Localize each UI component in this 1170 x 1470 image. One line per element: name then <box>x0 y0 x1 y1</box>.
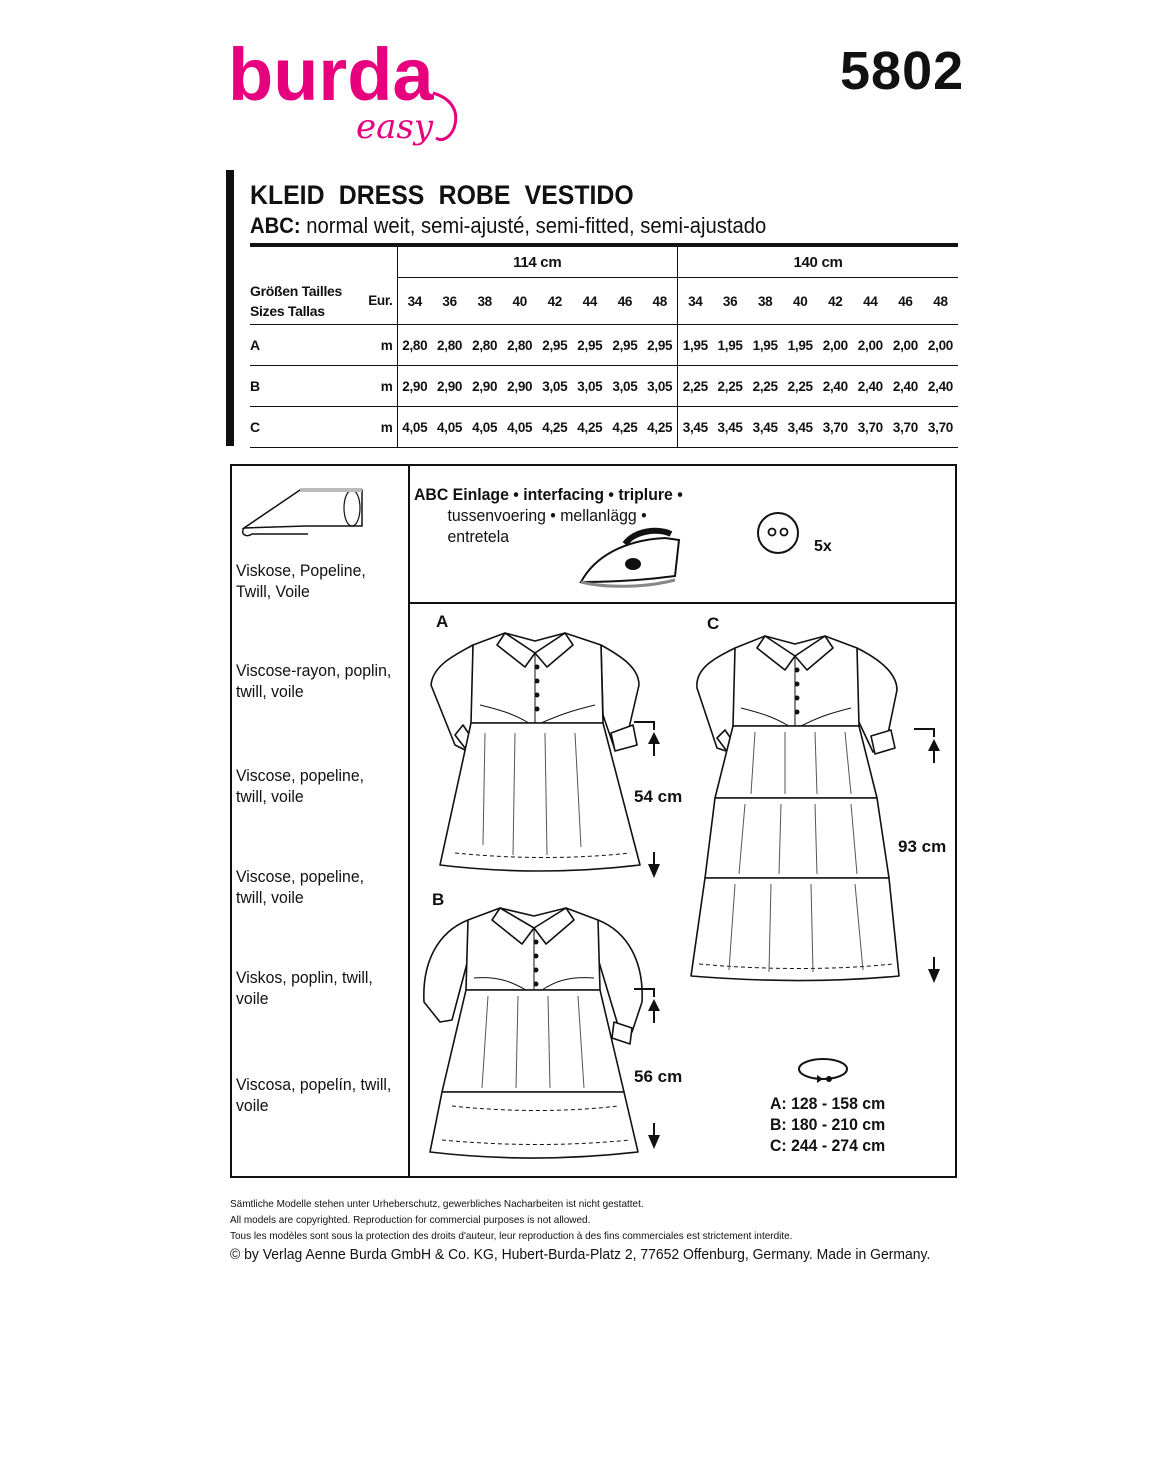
waist-tie-a: A: 128 - 158 cm <box>770 1094 886 1113</box>
fabric-roll-icon <box>240 478 365 538</box>
pattern-number: 5802 <box>840 41 965 101</box>
button-icon <box>755 510 801 556</box>
fit-description <box>250 213 766 239</box>
view-label-a: A <box>436 612 449 631</box>
size-cell: 44 <box>853 278 888 325</box>
fit-text: normal weit, semi-ajusté, semi-fitted, semi-ajustado <box>300 213 767 238</box>
logo-brand-text: burda <box>228 38 434 116</box>
button-count: 5x <box>814 538 832 555</box>
iron-icon <box>575 526 685 596</box>
size-cell: 48 <box>923 278 958 325</box>
fabric-fr: Viscose, popeline, twill, voile <box>236 766 365 806</box>
size-cell: 34 <box>678 278 713 325</box>
view-label: A <box>250 325 360 366</box>
size-cell: 46 <box>888 278 923 325</box>
view-label-b: B <box>432 890 445 909</box>
size-cell: 42 <box>537 278 572 325</box>
garment-title: KLEID DRESS ROBE VESTIDO <box>250 180 634 210</box>
interfacing-line1: ABC Einlage • interfacing • triplure • <box>414 485 683 504</box>
waist-measure-icon <box>795 1055 855 1087</box>
fabric-width-140: 140 cm <box>678 245 959 278</box>
notions-box <box>410 464 957 604</box>
length-label-c: 93 cm <box>898 837 947 856</box>
view-label: C <box>250 407 360 448</box>
copyright-de: Sämtliche Modelle stehen unter Urheberschutz, gewerbliches Nacharbeiten ist nicht gestattet. <box>230 1198 644 1210</box>
fabric-width-114: 114 cm <box>397 245 678 278</box>
size-cell: 38 <box>748 278 783 325</box>
interfacing-line2: tussenvoering • mellanlägg • <box>447 506 647 525</box>
waist-tie-b: B: 180 - 210 cm <box>770 1115 886 1134</box>
fit-codes: ABC: <box>250 213 301 238</box>
fabric-es: Viscosa, popelín, twill, voile <box>236 1075 392 1115</box>
size-cell: 36 <box>713 278 748 325</box>
dress-b-illustration <box>418 892 658 1162</box>
unit-label: m <box>360 325 397 366</box>
table-row: C m 4,05 4,05 4,05 4,05 4,25 4,25 4,25 4,25 3,45 3,45 3,45 3,45 3,70 3,70 3,70 3,70 <box>250 407 958 448</box>
copyright-en: All models are copyrighted. Reproduction for commercial purposes is not allowed. <box>230 1214 591 1226</box>
size-cell: 42 <box>818 278 853 325</box>
title-bar <box>226 170 234 446</box>
dress-a-illustration <box>425 615 655 880</box>
unit-label: m <box>360 366 397 407</box>
eur-label: Eur. <box>360 278 397 325</box>
fabric-sv: Viskos, poplin, twill, voile <box>236 968 373 1008</box>
table-row: B m 2,90 2,90 2,90 2,90 3,05 3,05 3,05 3,05 2,25 2,25 2,25 2,25 2,40 2,40 2,40 2,40 <box>250 366 958 407</box>
size-cell: 48 <box>642 278 677 325</box>
size-cell: 44 <box>572 278 607 325</box>
logo-line-text: easy <box>356 107 434 147</box>
size-cell: 34 <box>397 278 432 325</box>
size-cell: 40 <box>783 278 818 325</box>
size-cell: 46 <box>607 278 642 325</box>
length-label-a: 54 cm <box>634 787 683 806</box>
copyright-fr: Tous les modèles sont sous la protection des droits d'auteur, leur reproduction à des fins commerciales est strictement interdite. <box>230 1230 793 1242</box>
publisher-line: © by Verlag Aenne Burda GmbH & Co. KG, Hubert-Burda-Platz 2, 77652 Offenburg, Germany. Made in Germany. <box>230 1246 931 1263</box>
fabric-de: Viskose, Popeline, Twill, Voile <box>236 561 366 601</box>
view-label-c: C <box>707 614 720 633</box>
fabric-nl: Viscose, popeline, twill, voile <box>236 867 365 907</box>
size-label: Größen Tailles Sizes Tallas <box>250 278 360 325</box>
size-cell: 38 <box>467 278 502 325</box>
waist-tie-c: C: 244 - 274 cm <box>770 1136 886 1155</box>
table-row: A m 2,80 2,80 2,80 2,80 2,95 2,95 2,95 2,95 1,95 1,95 1,95 1,95 2,00 2,00 2,00 2,00 <box>250 325 958 366</box>
fabric-column <box>230 464 410 1178</box>
burda-easy-logo <box>228 38 468 158</box>
fabric-en: Viscose-rayon, poplin, twill, voile <box>236 661 392 701</box>
waist-tie-sizes <box>770 1093 885 1156</box>
size-cell: 36 <box>432 278 467 325</box>
length-label-b: 56 cm <box>634 1067 683 1086</box>
size-cell: 40 <box>502 278 537 325</box>
view-label: B <box>250 366 360 407</box>
unit-label: m <box>360 407 397 448</box>
dress-c-illustration <box>685 618 917 988</box>
yardage-table <box>250 243 958 448</box>
length-arrow-c <box>910 725 952 995</box>
interfacing-line3: entretela <box>447 527 510 546</box>
